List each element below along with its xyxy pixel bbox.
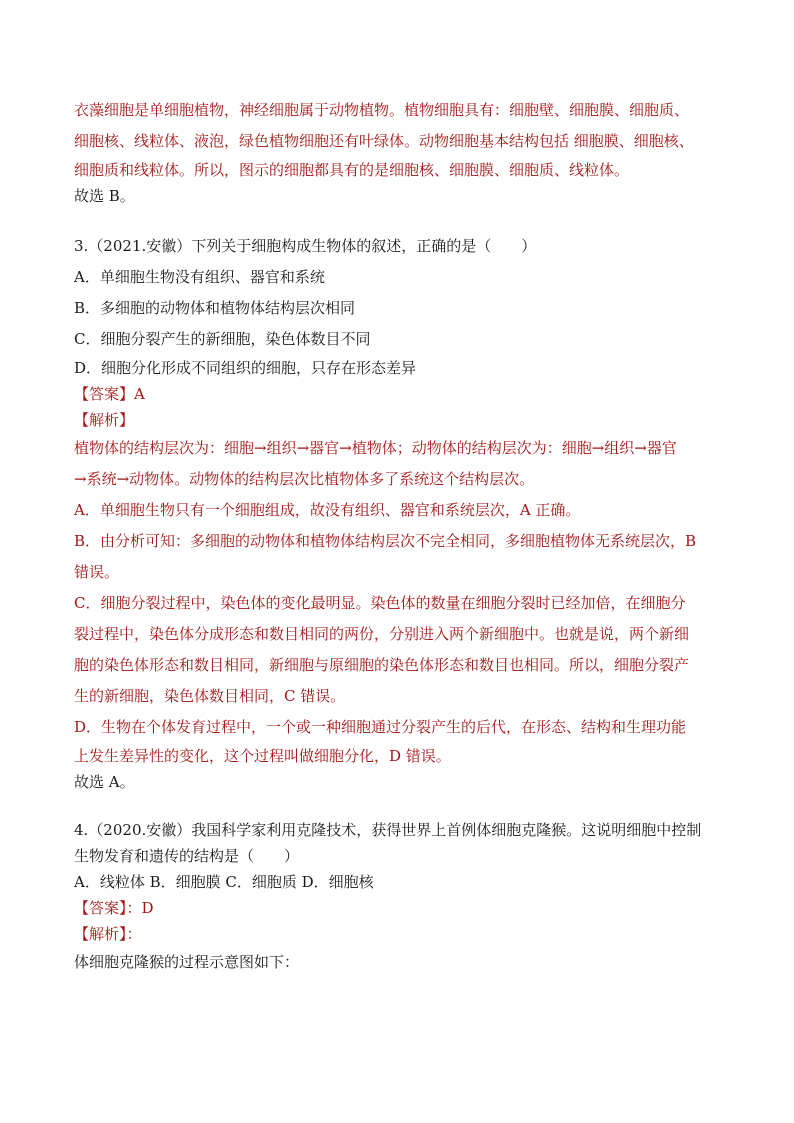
prev-analysis-line-2: 细胞核、线粒体、液泡，绿色植物细胞还有叶绿体。动物细胞基本结构包括 细胞膜、细胞核、 <box>74 132 694 150</box>
document-page <box>74 95 734 978</box>
q3-analysis-line-2: →系统→动物体。动物体的结构层次比植物体多了系统这个结构层次。 <box>74 470 535 488</box>
prev-analysis-line-3: 细胞质和线粒体。所以，图示的细胞都具有的是细胞核、细胞膜、细胞质、线粒体。 <box>74 161 630 179</box>
q3-analysis-line-8: 胞的染色体形态和数目相同，新细胞与原细胞的染色体形态和数目也相同。所以，细胞分裂产 <box>74 656 690 674</box>
q3-analysis-line-6: C．细胞分裂过程中，染色体的变化最明显。染色体的数量在细胞分裂时已经加倍，在细胞分 <box>74 594 686 612</box>
q3-analysis-line-10: D．生物在个体发育过程中，一个或一种细胞通过分裂产生的后代，在形态、结构和生理功能 <box>74 718 687 736</box>
q4-stem-line-1: 4.（2020.安徽）我国科学家利用克隆技术，获得世界上首例体细胞克隆猴。这说明细胞中控制 <box>74 821 702 839</box>
q4-analysis-label: 【解析】： <box>74 925 142 943</box>
q3-analysis-line-3: A．单细胞生物只有一个细胞组成，故没有组织、器官和系统层次，A 正确。 <box>74 501 581 519</box>
q3-analysis-line-1: 植物体的结构层次为：细胞→组织→器官→植物体；动物体的结构层次为：细胞→组织→器官 <box>74 439 677 457</box>
q3-analysis-line-11: 上发生差异性的变化，这个过程叫做细胞分化，D 错误。 <box>74 747 451 765</box>
q4-options: A．线粒体 B．细胞膜 C．细胞质 D．细胞核 <box>74 873 374 891</box>
q3-option-d: D．细胞分化形成不同组织的细胞，只存在形态差异 <box>74 359 417 377</box>
prev-analysis-line-1: 衣藻细胞是单细胞植物，神经细胞属于动物植物。植物细胞具有：细胞壁、细胞膜、细胞质、 <box>74 101 690 119</box>
q4-answer: 【答案】：D <box>74 899 154 917</box>
prev-analysis <box>74 95 734 209</box>
q3-analysis-line-7: 裂过程中，染色体分成形态和数目相同的两份，分别进入两个新细胞中。也就是说，两个新细 <box>74 625 690 643</box>
q4-stem-line-2: 生物发育和遗传的结构是（ ） <box>74 847 300 865</box>
q3-analysis-line-4: B．由分析可知：多细胞的动物体和植物体结构层次不完全相同，多细胞植物体无系统层次，B <box>74 532 697 550</box>
question-4 <box>74 817 734 978</box>
q3-answer: 【答案】A <box>74 385 145 403</box>
question-3 <box>74 231 734 795</box>
q3-analysis-line-5: 错误。 <box>74 563 120 581</box>
q3-option-b: B．多细胞的动物体和植物体结构层次相同 <box>74 299 356 317</box>
q4-analysis-line: 体细胞克隆猴的过程示意图如下： <box>74 953 300 971</box>
q3-analysis-label: 【解析】 <box>74 411 135 429</box>
q3-conclusion: 故选 A。 <box>74 773 135 791</box>
q3-option-c: C．细胞分裂产生的新细胞，染色体数目不同 <box>74 330 371 348</box>
q3-option-a: A．单细胞生物没有组织、器官和系统 <box>74 268 325 286</box>
q3-stem: 3.（2021.安徽）下列关于细胞构成生物体的叙述，正确的是（ ） <box>74 237 537 255</box>
prev-conclusion: 故选 B。 <box>74 187 135 205</box>
q3-analysis-line-9: 生的新细胞，染色体数目相同，C 错误。 <box>74 687 346 705</box>
